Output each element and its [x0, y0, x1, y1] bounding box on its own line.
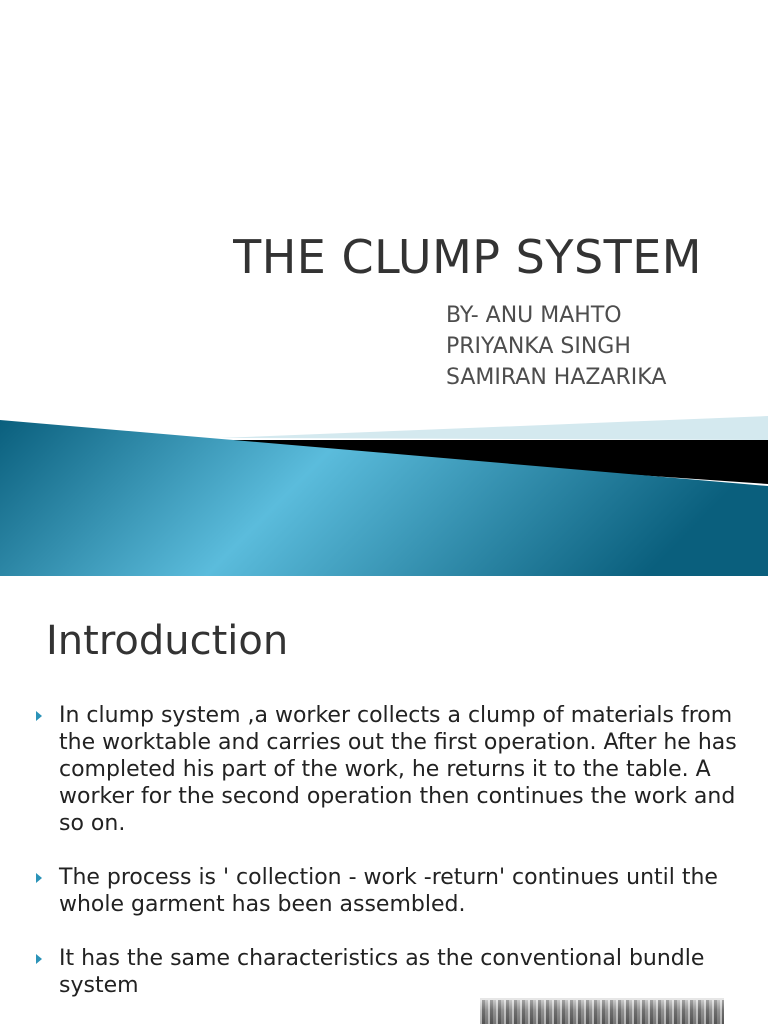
triangle-right-icon	[36, 954, 42, 964]
bullet-list	[36, 702, 756, 1024]
bullet-text: The process is ' collection - work -return' continues until the whole garment has been assembled.	[59, 865, 718, 917]
list-item	[36, 945, 756, 999]
author-list	[446, 300, 666, 393]
slide-heading: Introduction	[46, 618, 289, 664]
slide-title: THE CLUMP SYSTEM	[233, 230, 702, 284]
introduction-slide	[0, 576, 768, 1024]
bullet-text: In clump system ,a worker collects a clump of materials from the worktable and carries out the first operation. After he has completed his part of the work, he returns it to the table. A worker for the second operation then continues the work and so on.	[59, 703, 737, 836]
author-line: BY- ANU MAHTO	[446, 303, 622, 328]
list-item	[36, 702, 756, 837]
factory-photo	[480, 998, 724, 1024]
pale-band	[220, 416, 768, 440]
bullet-text: It has the same characteristics as the conventional bundle system	[59, 946, 705, 998]
decorative-wave-banner	[0, 412, 768, 576]
author-line: SAMIRAN HAZARIKA	[446, 365, 667, 390]
triangle-right-icon	[36, 873, 42, 883]
triangle-right-icon	[36, 711, 42, 721]
author-line: PRIYANKA SINGH	[446, 334, 631, 359]
list-item	[36, 864, 756, 918]
